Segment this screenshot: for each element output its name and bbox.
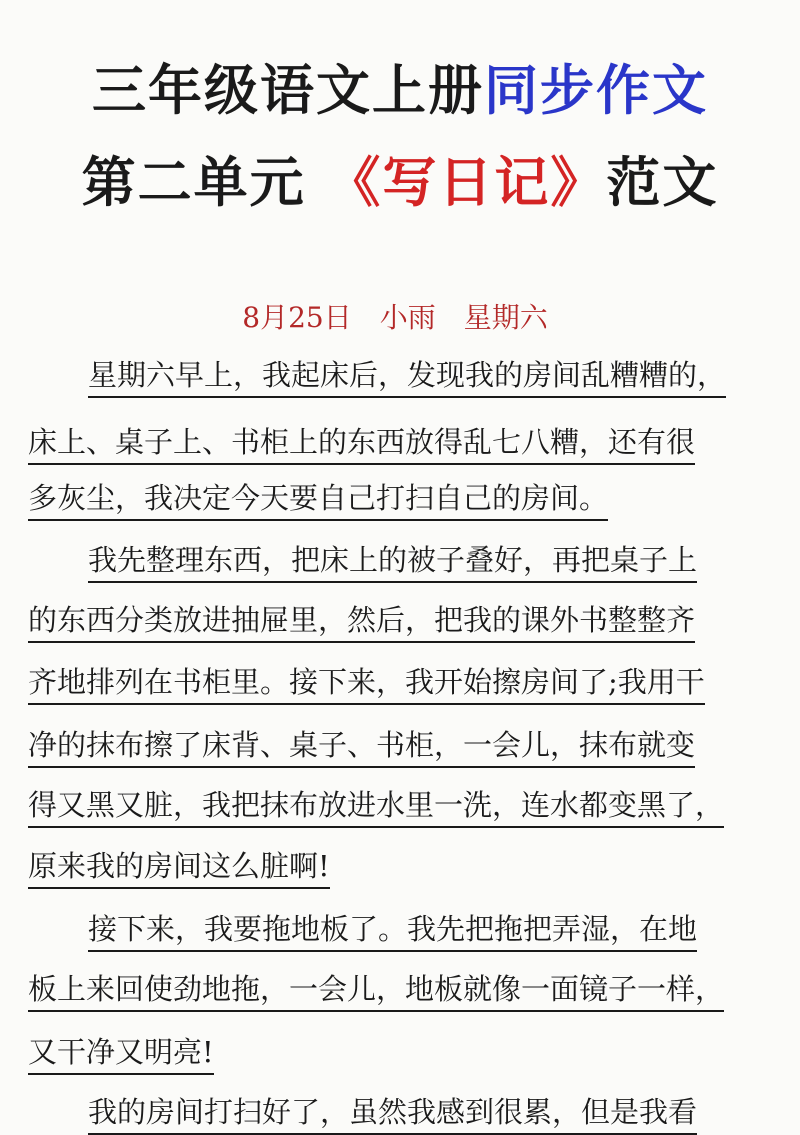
text-line: 得又黑又脏，我把抹布放进水里一洗，连水都变黑了， xyxy=(28,786,724,828)
text-line: 的东西分类放进抽屉里，然后，把我的课外书整整齐 xyxy=(28,601,695,643)
text-line: 板上来回使劲地拖，一会儿，地板就像一面镜子一样， xyxy=(28,970,724,1012)
title-sync-text: 同步作文 xyxy=(484,58,708,122)
main-title xyxy=(0,48,800,125)
text-line: 净的抹布擦了床背、桌子、书柜，一会儿，抹布就变 xyxy=(28,726,695,768)
text-line: 我先整理东西，把床上的被子叠好，再把桌子上 xyxy=(88,541,697,583)
diary-date: 8月25日 xyxy=(242,301,352,334)
text-line: 我的房间打扫好了，虽然我感到很累，但是我看 xyxy=(88,1093,697,1135)
text-line: 星期六早上，我起床后，发现我的房间乱糟糟的， xyxy=(88,356,726,398)
text-line: 齐地排列在书柜里。接下来，我开始擦房间了;我用干 xyxy=(28,663,705,705)
text-line: 接下来，我要拖地板了。我先把拖把弄湿，在地 xyxy=(88,910,697,952)
text-line: 床上、桌子上、书柜上的东西放得乱七八糟，还有很 xyxy=(28,423,695,465)
diary-weekday: 星期六 xyxy=(463,301,548,334)
text-line: 原来我的房间这么脏啊! xyxy=(28,847,330,889)
title-unit-text: 第二单元 xyxy=(81,150,327,214)
title-grade-text: 三年级语文上册 xyxy=(92,58,484,122)
diary-weather: 小雨 xyxy=(379,301,436,334)
diary-dateline xyxy=(0,296,790,336)
sub-title xyxy=(0,140,800,217)
text-line: 又干净又明亮! xyxy=(28,1033,214,1075)
text-line: 多灰尘，我决定今天要自己打扫自己的房间。 xyxy=(28,479,608,521)
title-topic-text: 《写日记》 xyxy=(326,150,607,214)
title-sample-text: 范文 xyxy=(606,150,719,214)
